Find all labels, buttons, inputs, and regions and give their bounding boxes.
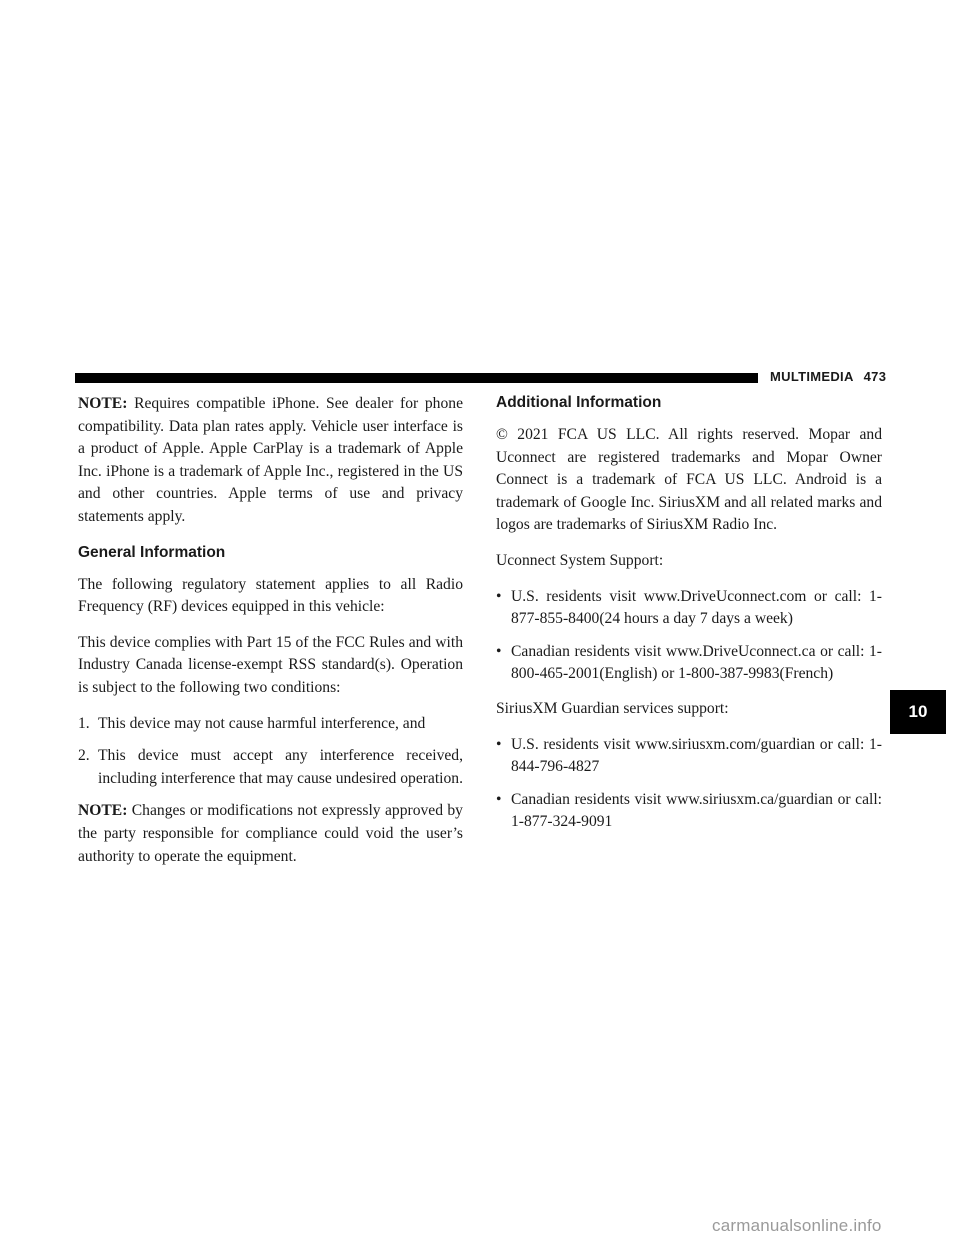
additional-information-heading: Additional Information [496,394,662,411]
uconnect-support-list [496,586,882,686]
guardian-support-list [496,734,882,834]
copyright-paragraph: © 2021 FCA US LLC. All rights reserved. Mopar and Uconnect are registered trademarks and Mopar Owner Connect is a trademark of FCA US LLC. Android is a trademark of Google Inc. SiriusXM and all related marks and logos are trademarks of SiriusXM Radio Inc. [496,426,882,534]
condition-number: 1. [78,714,90,732]
rf-statement-paragraph: The following regulatory statement applies to all Radio Frequency (RF) devices equipped in this vehicle: [78,575,463,616]
header-rule [75,373,758,383]
note-label: NOTE: [78,802,128,820]
running-header [770,369,886,384]
bullet-icon: • [496,790,502,808]
page-number: 473 [863,369,887,384]
condition-number: 2. [78,747,90,765]
bullet-icon: • [496,735,502,753]
general-information-heading: General Information [78,543,226,561]
list-item-text: U.S. residents visit www.siriusxm.com/guardian or call: 1-844-796-4827 [511,735,882,776]
section-title: MULTIMEDIA [770,369,854,384]
note-text: Changes or modifications not expressly approved by the party responsible for compliance could void the user’s authority to operate the equipment. [78,802,463,865]
condition-item [78,745,463,790]
list-item-text: Canadian residents visit www.siriusxm.ca/guardian or call: 1-877-324-9091 [511,790,882,831]
fcc-compliance-paragraph: This device complies with Part 15 of the FCC Rules and with Industry Canada license-exempt RSS standard(s). Operation is subject to the following two conditions: [78,633,463,696]
list-item-text: U.S. residents visit www.DriveUconnect.com or call: 1-877-855-8400(24 hours a day 7 days a week) [511,587,882,628]
list-item-text: Canadian residents visit www.DriveUconnect.ca or call: 1-800-465-2001(English) or 1-800-387-9983(French) [511,642,882,683]
right-column [496,393,882,846]
note-paragraph [78,800,463,868]
watermark: carmanualsonline.info [712,1216,882,1235]
guardian-support-label: SiriusXM Guardian services support: [496,699,729,717]
list-item [496,789,882,834]
bullet-icon: • [496,587,502,605]
left-column [78,393,463,881]
note-paragraph [78,393,463,529]
condition-text: This device must accept any interference received, including interference that may cause undesired operation. [98,747,464,787]
condition-text: This device may not cause harmful interference, and [98,714,426,732]
note-label: NOTE: [78,395,128,412]
chapter-tab: 10 [890,690,946,734]
condition-item [78,713,463,736]
note-text: Requires compatible iPhone. See dealer for phone compatibility. Data plan rates apply. Vehicle user interface is a product of Apple. Apple CarPlay is a trademark of Apple Inc. iPhone is a trademark of Apple Inc., registered in the US and other countries. Apple terms of use and privacy statements apply. [78,395,463,525]
list-item [496,734,882,779]
list-item [496,586,882,631]
list-item [496,641,882,686]
uconnect-support-label: Uconnect System Support: [496,551,664,569]
bullet-icon: • [496,642,502,660]
